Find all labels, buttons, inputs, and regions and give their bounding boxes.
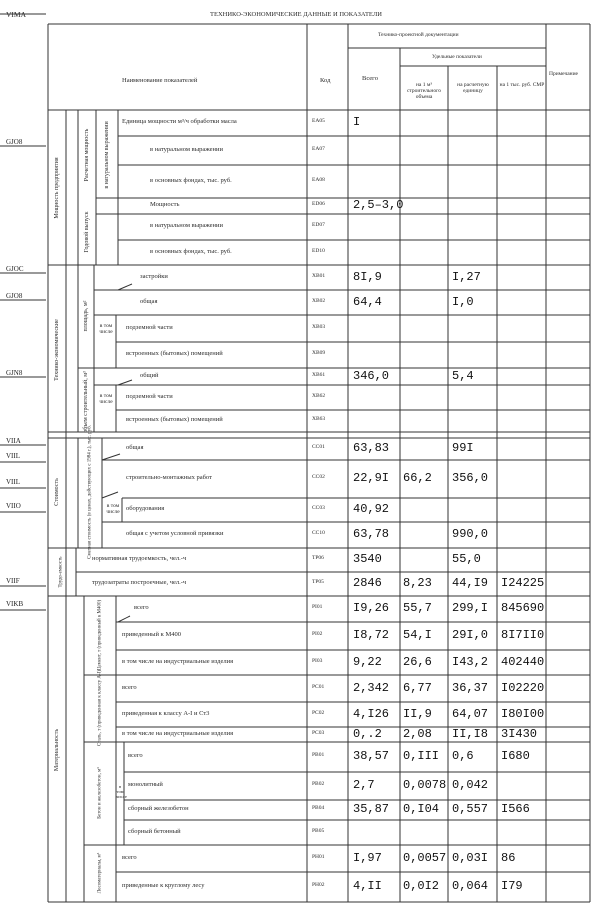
name-column-header: Наименование показателей <box>122 77 198 84</box>
row-per-m3: 6,77 <box>403 680 432 695</box>
notes-column-header: Примечание <box>549 71 578 77</box>
row-per-unit: 0,6 <box>452 749 474 763</box>
row-per-1000: I680 <box>501 749 530 763</box>
row-per-unit: 64,07 <box>452 706 489 721</box>
page-title: ТЕХНИКО-ЭКОНОМИЧЕСКИЕ ДАННЫЕ И ПОКАЗАТЕЛИ <box>210 11 382 18</box>
margin-code: VIKB <box>6 600 24 608</box>
row-total: 2,342 <box>353 680 390 695</box>
margin-code: VIIA <box>6 437 21 445</box>
row-code: XB63 <box>312 416 326 422</box>
group-label-tech: Технико-экономические <box>53 319 60 381</box>
row-code: EA07 <box>312 145 325 152</box>
row-total: 8I,9 <box>353 269 382 284</box>
group-label-timber: Лесоматериалы, м³ <box>97 852 103 894</box>
row-code: EA05 <box>312 118 325 124</box>
group-label-materials: Материальность <box>53 728 60 772</box>
specific-per-unit-header: на расчетную единицу <box>457 82 489 95</box>
row-code: XB61 <box>312 371 326 378</box>
row-per-unit: 36,37 <box>452 680 489 695</box>
row-per-m3: 8,23 <box>403 576 432 590</box>
row-per-m3: 0,III <box>403 749 440 763</box>
row-code: PH02 <box>312 882 325 888</box>
row-name: общая с учетом условной привязки <box>126 530 224 537</box>
row-name: трудозатраты построечные, чел.-ч <box>92 579 187 586</box>
row-per-unit: 299,I <box>452 601 489 615</box>
row-name: Мощность <box>150 201 180 208</box>
group-label-power: Мощность предприятия <box>53 157 60 219</box>
row-code: XB09 <box>312 350 326 356</box>
row-name: сборный бетонный <box>128 827 181 835</box>
row-name: строительно-монтажных работ <box>126 474 212 481</box>
row-per-unit: I,27 <box>452 269 481 284</box>
row-name: в натуральном выражении <box>150 145 223 153</box>
row-per-m3: 0,I04 <box>403 802 440 816</box>
row-total: 63,83 <box>353 441 390 455</box>
row-name: всего <box>134 604 149 611</box>
row-total: 4,II <box>353 879 382 893</box>
row-code: PB04 <box>312 805 325 811</box>
row-name: в том числе на индустриальные изделия <box>122 729 234 737</box>
row-per-m3: 2,08 <box>403 726 432 741</box>
row-total: 38,57 <box>353 749 390 763</box>
group-label-yearly: Годовой выпуск <box>83 211 90 253</box>
row-per-unit: I,0 <box>452 294 474 309</box>
row-code: PI01 <box>312 604 323 610</box>
row-per-unit: 0,042 <box>452 778 489 792</box>
row-code: PC01 <box>312 683 325 690</box>
row-per-1000: 86 <box>501 850 516 865</box>
row-total: 40,92 <box>353 502 390 516</box>
row-code: PI02 <box>312 631 323 637</box>
incl-label: в том числе <box>116 784 127 799</box>
row-name: общая <box>126 444 144 451</box>
row-code: XB62 <box>312 392 326 399</box>
row-total: 2846 <box>353 576 382 590</box>
row-total: 4,I26 <box>353 706 390 721</box>
row-name: в основных фондах, тыс. руб. <box>150 176 232 184</box>
row-per-m3: 0,0I2 <box>403 879 440 893</box>
row-name: общая <box>140 297 158 305</box>
row-code: CC10 <box>312 530 325 536</box>
group-label-cost: Стоимость <box>53 478 60 506</box>
margin-code: VIIF <box>6 577 20 585</box>
row-per-unit: II,I8 <box>452 726 489 741</box>
group-label-estimated-cost: Сметная стоимость (в ценах, действующих с 1984 г.), тыс. руб. <box>87 425 93 559</box>
row-per-unit: 29I,0 <box>452 628 489 642</box>
row-total: I8,72 <box>353 628 390 642</box>
row-code: PI03 <box>312 657 323 664</box>
row-per-m3: 54,I <box>403 628 432 642</box>
incl-label: в том числе <box>106 503 120 516</box>
row-total: 2,5–3,0 <box>353 198 404 212</box>
row-name: встроенных (бытовых) помещений <box>126 350 223 357</box>
row-name: подземной части <box>126 392 173 400</box>
row-name: всего <box>128 752 143 759</box>
row-per-m3: 26,6 <box>403 654 432 669</box>
row-per-unit: 0,064 <box>452 879 489 893</box>
row-per-m3: 0,0057 <box>403 850 447 865</box>
row-per-1000: 845690 <box>501 601 545 615</box>
group-label-labor: Трудо-емкость <box>58 556 64 588</box>
row-code: TP06 <box>312 555 324 561</box>
row-total: 2,7 <box>353 778 375 792</box>
margin-code: VIIL <box>6 452 20 460</box>
row-per-1000: I24225 <box>501 576 545 590</box>
group-label-cement: Цемент, т (приведенный к М400) <box>97 599 103 671</box>
row-code: CC01 <box>312 444 325 450</box>
row-total: I9,26 <box>353 601 390 615</box>
row-per-m3: 66,2 <box>403 471 432 485</box>
row-code: PC02 <box>312 709 325 716</box>
row-name: Единица мощности м³/ч обработки масла <box>122 118 237 125</box>
header-code: VIMA <box>6 10 26 19</box>
row-name: сборный железобетон <box>128 805 189 812</box>
row-per-unit: 55,0 <box>452 552 481 566</box>
margin-code: GJO8 <box>6 292 23 300</box>
row-per-unit: 0,03I <box>452 850 489 865</box>
row-per-m3: 0,0078 <box>403 778 447 792</box>
row-per-1000: 3I430 <box>501 726 538 741</box>
margin-code: VIIO <box>6 502 21 510</box>
row-total: 0,.2 <box>353 726 382 741</box>
row-code: XB03 <box>312 323 326 330</box>
row-total: I,97 <box>353 850 382 865</box>
row-total: 63,78 <box>353 527 390 541</box>
row-code: XB01 <box>312 272 326 279</box>
group-label-estimated: Расчетная мощность <box>83 128 90 182</box>
row-per-1000: 8I7II0 <box>501 628 545 642</box>
row-name: в основных фондах, тыс. руб. <box>150 247 232 255</box>
row-name: приведенные к круглому лесу <box>122 882 205 889</box>
group-label-natural: в натуральном выражении <box>103 121 110 189</box>
row-per-1000: I566 <box>501 802 530 816</box>
row-per-unit: 5,4 <box>452 368 474 383</box>
total-column-header: Всего <box>362 75 378 82</box>
specific-per-1000-header: на 1 тыс. руб. СМР <box>499 82 545 88</box>
row-total: 3540 <box>353 552 382 566</box>
row-code: ED07 <box>312 222 325 228</box>
row-code: CC02 <box>312 474 325 480</box>
margin-code: GJO8 <box>6 138 23 146</box>
row-per-1000: I80I00 <box>501 706 545 721</box>
row-code: PB01 <box>312 752 325 758</box>
margin-code: GJN8 <box>6 369 23 377</box>
row-name: монолитный <box>128 781 163 788</box>
row-total: 35,87 <box>353 802 390 816</box>
row-total: 9,22 <box>353 654 382 669</box>
specific-group-header: Удельные показатели <box>432 54 482 60</box>
group-label-area: площадь, м² <box>82 300 89 332</box>
row-code: CC03 <box>312 505 325 511</box>
row-code: ED10 <box>312 247 325 254</box>
row-name: общий <box>140 371 159 379</box>
row-name: подземной части <box>126 323 173 331</box>
row-code: TP05 <box>312 579 324 585</box>
group-label-steel: Сталь, т (приведенная к классу А-I) <box>97 670 103 746</box>
row-name: застройки <box>140 272 168 280</box>
row-code: PH01 <box>312 853 325 860</box>
row-name: в том числе на индустриальные изделия <box>122 657 234 665</box>
row-total: 346,0 <box>353 368 390 383</box>
row-per-unit: 990,0 <box>452 527 489 541</box>
specific-per-m3-header: на 1 м³ строительного объема <box>406 82 441 101</box>
row-code: ED06 <box>312 201 325 207</box>
margin-code: GJOC <box>6 265 24 273</box>
row-name: приведенная к классу А-I и Ст3 <box>122 709 210 717</box>
row-per-unit: 99I <box>452 441 474 455</box>
row-total: I <box>353 115 361 129</box>
row-name: встроенных (бытовых) помещений <box>126 416 223 423</box>
row-name: всего <box>122 683 137 691</box>
incl-label: в том числе <box>99 323 113 336</box>
row-per-1000: I02220 <box>501 680 545 695</box>
row-per-unit: 356,0 <box>452 471 489 485</box>
row-name: приведенный к М400 <box>122 631 181 638</box>
row-code: PC03 <box>312 729 325 736</box>
row-per-m3: II,9 <box>403 706 432 721</box>
margin-code: VIIL <box>6 478 20 486</box>
row-code: PB05 <box>312 827 325 834</box>
row-per-m3: 55,7 <box>403 601 432 615</box>
row-per-unit: I43,2 <box>452 654 489 669</box>
row-code: EA08 <box>312 176 325 183</box>
row-name: нормативная трудоемкость, чел.-ч <box>92 555 187 562</box>
row-per-1000: I79 <box>501 879 523 893</box>
row-name: оборудования <box>126 505 165 512</box>
row-total: 22,9I <box>353 471 390 485</box>
row-name: всего <box>122 853 137 861</box>
group-label-volume: объем строительный, м³ <box>82 371 89 433</box>
row-per-unit: 0,557 <box>452 802 489 816</box>
group-label-concrete: Бетон и железобетон, м³ <box>97 767 103 819</box>
row-per-unit: 44,I9 <box>452 576 489 590</box>
row-name: в натуральном выражении <box>150 222 223 229</box>
incl-label: в том числе <box>99 393 113 406</box>
code-column-header: Код <box>320 77 331 84</box>
row-code: PB02 <box>312 781 325 787</box>
row-total: 64,4 <box>353 294 382 309</box>
row-code: XB02 <box>312 297 326 304</box>
project-docs-header: Технико-проектной документации <box>378 32 459 38</box>
row-per-1000: 402440 <box>501 654 545 669</box>
